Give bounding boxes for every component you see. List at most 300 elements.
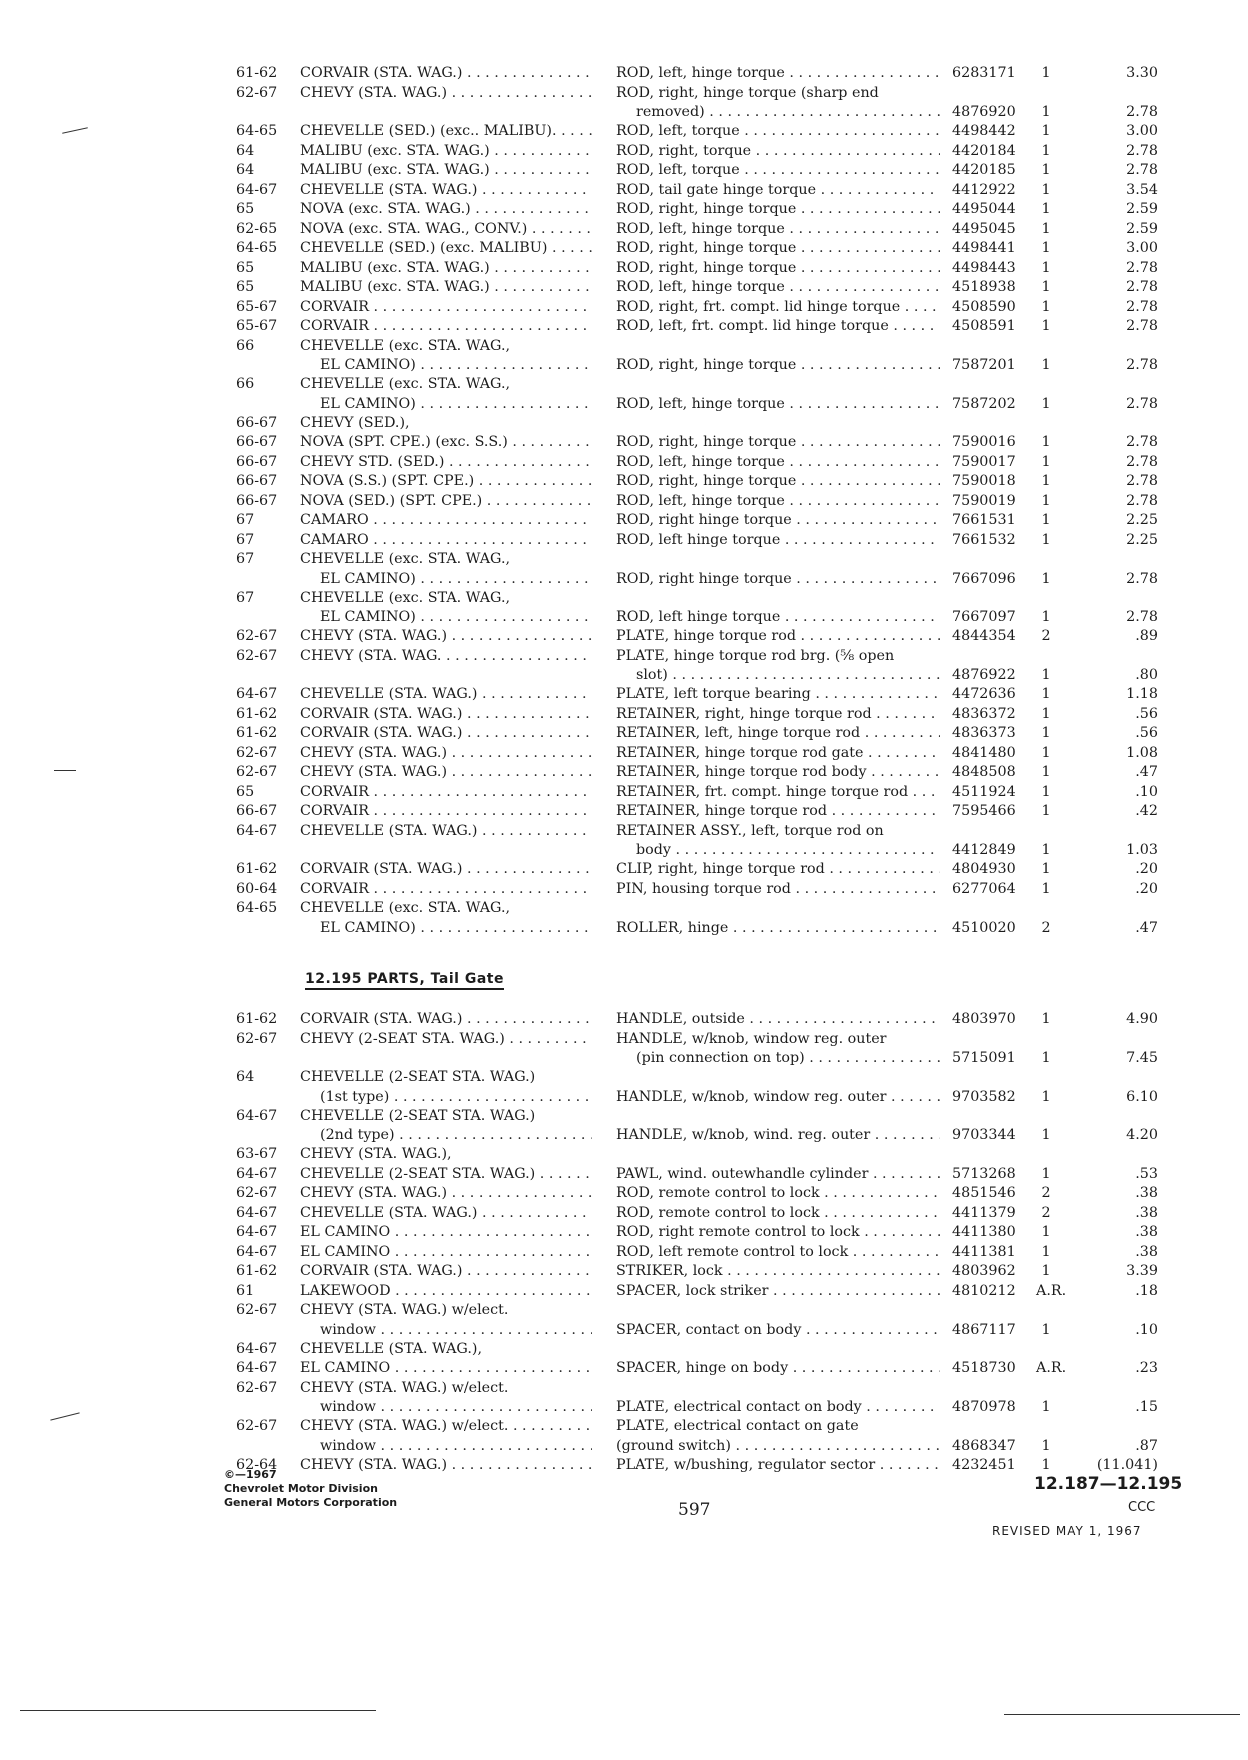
price: 1.18 bbox=[1126, 686, 1158, 702]
price: 2.78 bbox=[1126, 453, 1158, 470]
quantity: 1 bbox=[1041, 65, 1051, 81]
table-row bbox=[236, 64, 1166, 84]
price: .10 bbox=[1135, 1321, 1158, 1338]
part-number: 4412849 bbox=[952, 842, 1016, 858]
part-description: slot) . . . bbox=[636, 666, 940, 686]
model-name: CAMARO . . . bbox=[300, 531, 592, 551]
model-name: CHEVY (STA. WAG.) . . . bbox=[300, 84, 592, 104]
table-row bbox=[236, 744, 1166, 764]
part-number: 4851546 bbox=[952, 1185, 1016, 1201]
scan-mark bbox=[54, 770, 76, 771]
model-name: CHEVY (2-SEAT STA. WAG.) . . . bbox=[300, 1030, 592, 1050]
model-years: 62-67 bbox=[236, 628, 278, 644]
model-name: MALIBU (exc. STA. WAG.) . . . bbox=[300, 278, 592, 298]
table-row bbox=[236, 220, 1166, 240]
price: 6.10 bbox=[1126, 1088, 1158, 1105]
table-row bbox=[236, 1340, 1166, 1360]
page-number: 597 bbox=[678, 1500, 711, 1520]
part-number: 4495045 bbox=[952, 220, 1016, 237]
part-description: ROLLER, hinge . . . bbox=[616, 919, 940, 939]
model-name: CHEVELLE (STA. WAG.) . . . bbox=[300, 822, 592, 842]
table-row bbox=[236, 1398, 1166, 1417]
part-description: ROD, right, hinge torque . . . bbox=[616, 356, 940, 376]
model-name: (1st type) . . . bbox=[320, 1088, 592, 1108]
part-description: ROD, remote control to lock . . . bbox=[616, 1204, 940, 1224]
part-number: 4420185 bbox=[952, 162, 1016, 178]
model-years: 65-67 bbox=[236, 318, 278, 334]
price: 3.54 bbox=[1126, 181, 1158, 198]
part-number: 7590019 bbox=[952, 492, 1016, 509]
quantity: 1 bbox=[1041, 279, 1051, 295]
model-years: 66 bbox=[236, 337, 255, 354]
price: 2.59 bbox=[1126, 220, 1158, 237]
quantity: 1 bbox=[1041, 609, 1051, 625]
table-row bbox=[236, 841, 1166, 860]
model-years: 66-67 bbox=[236, 414, 278, 431]
division-line: Chevrolet Motor Division bbox=[224, 1482, 378, 1495]
model-years: 64-67 bbox=[236, 181, 278, 198]
model-name: CHEVELLE (exc. STA. WAG., bbox=[300, 900, 511, 916]
quantity: 1 bbox=[1041, 531, 1051, 548]
price: 2.78 bbox=[1126, 570, 1158, 587]
table-row bbox=[236, 1223, 1166, 1243]
price: .47 bbox=[1135, 919, 1158, 936]
table-row bbox=[236, 1321, 1166, 1340]
part-number: 7590017 bbox=[952, 453, 1016, 470]
table-row bbox=[236, 880, 1166, 900]
table-row bbox=[236, 103, 1166, 122]
quantity: 1 bbox=[1041, 512, 1051, 528]
table-row bbox=[236, 685, 1166, 705]
model-name: CORVAIR . . . bbox=[300, 317, 592, 337]
quantity: 1 bbox=[1041, 104, 1051, 120]
model-years: 62-67 bbox=[236, 1185, 278, 1201]
part-description: body . . . bbox=[636, 841, 940, 861]
part-description: ROD, right, frt. compt. lid hinge torque . . . bbox=[616, 298, 940, 318]
price: .38 bbox=[1135, 1204, 1158, 1221]
tail-gate-parts-section bbox=[236, 1010, 1166, 1475]
part-description: (ground switch) . . . bbox=[616, 1437, 940, 1457]
part-description: ROD, left, torque . . . bbox=[616, 161, 940, 181]
model-years: 67 bbox=[236, 551, 255, 567]
part-description: HANDLE, w/knob, window reg. outer . . . bbox=[616, 1088, 940, 1108]
quantity: 1 bbox=[1041, 764, 1051, 780]
price: .56 bbox=[1135, 705, 1158, 722]
price: .47 bbox=[1135, 764, 1158, 780]
part-description: removed) . . . bbox=[636, 103, 940, 123]
price: 2.78 bbox=[1126, 434, 1158, 450]
part-number: 4508590 bbox=[952, 298, 1016, 315]
model-years: 61-62 bbox=[236, 725, 278, 741]
quantity: 1 bbox=[1041, 220, 1051, 237]
model-name: CORVAIR . . . bbox=[300, 783, 592, 803]
model-name: EL CAMINO) . . . bbox=[320, 570, 592, 590]
model-years: 62-67 bbox=[236, 764, 278, 780]
price: 2.25 bbox=[1126, 531, 1158, 548]
part-description: PLATE, electrical contact on body . . . bbox=[616, 1398, 940, 1418]
table-row bbox=[236, 1379, 1166, 1399]
model-years: 64-67 bbox=[236, 1224, 278, 1240]
table-row bbox=[236, 1049, 1166, 1068]
price: .10 bbox=[1135, 783, 1158, 800]
part-description: PLATE, left torque bearing . . . bbox=[616, 685, 940, 705]
part-number: 7661531 bbox=[952, 512, 1016, 528]
quantity: 1 bbox=[1041, 240, 1051, 256]
part-number: 4836373 bbox=[952, 725, 1016, 741]
model-name: CHEVY (STA. WAG.) w/elect. bbox=[300, 1379, 509, 1396]
table-row bbox=[236, 1359, 1166, 1379]
part-number: 4804930 bbox=[952, 861, 1016, 877]
part-number: 4510020 bbox=[952, 919, 1016, 936]
quantity: 1 bbox=[1041, 298, 1051, 315]
part-description: ROD, right remote control to lock . . . bbox=[616, 1223, 940, 1243]
part-description: ROD, right, hinge torque (sharp end bbox=[616, 84, 879, 101]
quantity: 1 bbox=[1041, 705, 1051, 722]
part-number: 4411379 bbox=[952, 1204, 1016, 1221]
quantity: 1 bbox=[1041, 453, 1051, 470]
model-name: EL CAMINO) . . . bbox=[320, 919, 592, 939]
part-number: 6277064 bbox=[952, 880, 1016, 897]
part-description: PLATE, electrical contact on gate bbox=[616, 1418, 859, 1434]
model-years: 64-67 bbox=[236, 1340, 278, 1357]
table-row bbox=[236, 317, 1166, 337]
table-row bbox=[236, 1262, 1166, 1282]
table-row bbox=[236, 472, 1166, 492]
table-row bbox=[236, 337, 1166, 357]
model-years: 64-67 bbox=[236, 686, 278, 702]
model-years: 65 bbox=[236, 201, 255, 217]
part-number: 4844354 bbox=[952, 628, 1016, 644]
revision-date: REVISED MAY 1, 1967 bbox=[992, 1524, 1142, 1538]
price: 7.45 bbox=[1126, 1050, 1158, 1066]
model-name: CORVAIR (STA. WAG.) . . . bbox=[300, 1262, 592, 1282]
part-description: RETAINER, right, hinge torque rod . . . bbox=[616, 705, 940, 725]
part-number: 6283171 bbox=[952, 65, 1016, 81]
model-name: EL CAMINO) . . . bbox=[320, 395, 592, 415]
part-description: ROD, tail gate hinge torque . . . bbox=[616, 181, 940, 201]
price: 3.00 bbox=[1126, 123, 1158, 139]
quantity: 1 bbox=[1041, 259, 1051, 276]
quantity: 1 bbox=[1041, 1263, 1051, 1279]
part-number: 4420184 bbox=[952, 142, 1016, 159]
quantity: 1 bbox=[1041, 783, 1051, 800]
part-description: ROD, left, torque . . . bbox=[616, 122, 940, 142]
model-name: CHEVY (STA. WAG.), bbox=[300, 1146, 452, 1162]
quantity: 1 bbox=[1041, 473, 1051, 489]
model-name: MALIBU (exc. STA. WAG.) . . . bbox=[300, 259, 592, 279]
table-row bbox=[236, 375, 1166, 395]
model-name: EL CAMINO . . . bbox=[300, 1359, 592, 1379]
table-row bbox=[236, 1243, 1166, 1263]
model-name: CHEVELLE (STA. WAG.) . . . bbox=[300, 685, 592, 705]
part-number: 4841480 bbox=[952, 744, 1016, 761]
quantity: 1 bbox=[1041, 395, 1051, 412]
quantity: 1 bbox=[1041, 434, 1051, 450]
table-row bbox=[236, 1030, 1166, 1050]
part-description: STRIKER, lock . . . bbox=[616, 1262, 940, 1282]
price: 2.59 bbox=[1126, 201, 1158, 217]
part-description: ROD, left, hinge torque . . . bbox=[616, 278, 940, 298]
quantity: 2 bbox=[1041, 1204, 1051, 1221]
model-name: CHEVY (STA. WAG.) . . . bbox=[300, 1456, 592, 1476]
part-description: ROD, left hinge torque . . . bbox=[616, 531, 940, 551]
model-years: 66 bbox=[236, 376, 255, 392]
quantity: 1 bbox=[1041, 318, 1051, 334]
part-number: 4472636 bbox=[952, 686, 1016, 702]
table-row bbox=[236, 239, 1166, 259]
price: 2.78 bbox=[1126, 492, 1158, 509]
part-number: 4232451 bbox=[952, 1456, 1016, 1473]
model-years: 64 bbox=[236, 142, 255, 159]
table-row bbox=[236, 589, 1166, 609]
table-row bbox=[236, 356, 1166, 375]
catalog-code: CCC bbox=[1128, 1500, 1156, 1515]
part-description: ROD, right, torque . . . bbox=[616, 142, 940, 162]
part-number: 4518730 bbox=[952, 1360, 1016, 1376]
section-heading: 12.195 PARTS, Tail Gate bbox=[305, 971, 504, 990]
section-range: 12.187—12.195 bbox=[1034, 1474, 1183, 1494]
model-name: CHEVY (STA. WAG.) . . . bbox=[300, 627, 592, 647]
table-row bbox=[236, 1165, 1166, 1185]
table-row bbox=[236, 1107, 1166, 1127]
model-years: 60-64 bbox=[236, 880, 278, 897]
model-name: NOVA (SPT. CPE.) (exc. S.S.) . . . bbox=[300, 433, 592, 453]
quantity: 1 bbox=[1041, 803, 1051, 819]
model-name: CHEVY STD. (SED.) . . . bbox=[300, 453, 592, 473]
part-description: HANDLE, w/knob, wind. reg. outer . . . bbox=[616, 1126, 940, 1146]
model-years: 62-64 bbox=[236, 1456, 278, 1473]
part-description: PAWL, wind. outewhandle cylinder . . . bbox=[616, 1165, 940, 1185]
price: 2.78 bbox=[1126, 104, 1158, 120]
table-row bbox=[236, 822, 1166, 842]
table-row bbox=[236, 919, 1166, 938]
quantity: 2 bbox=[1041, 1185, 1051, 1201]
scan-mark bbox=[62, 127, 88, 133]
part-description: RETAINER, hinge torque rod . . . bbox=[616, 802, 940, 822]
table-row bbox=[236, 1126, 1166, 1145]
quantity: 1 bbox=[1041, 492, 1051, 509]
model-name: CHEVELLE (2-SEAT STA. WAG.) . . . bbox=[300, 1165, 592, 1185]
part-number: 4848508 bbox=[952, 764, 1016, 780]
model-years: 62-67 bbox=[236, 1030, 278, 1047]
model-name: EL CAMINO . . . bbox=[300, 1223, 592, 1243]
part-description: ROD, left hinge torque . . . bbox=[616, 608, 940, 628]
price: .18 bbox=[1135, 1282, 1158, 1299]
quantity: 1 bbox=[1041, 1243, 1051, 1260]
part-description: ROD, right, hinge torque . . . bbox=[616, 472, 940, 492]
model-years: 62-65 bbox=[236, 220, 278, 237]
table-row bbox=[236, 1417, 1166, 1437]
table-row bbox=[236, 802, 1166, 822]
table-row bbox=[236, 453, 1166, 473]
model-years: 64 bbox=[236, 162, 255, 178]
model-name: NOVA (S.S.) (SPT. CPE.) . . . bbox=[300, 472, 592, 492]
price: 2.78 bbox=[1126, 142, 1158, 159]
quantity: 1 bbox=[1041, 686, 1051, 702]
model-years: 62-67 bbox=[236, 1302, 278, 1318]
table-row bbox=[236, 298, 1166, 318]
table-row bbox=[236, 1184, 1166, 1204]
price: 2.78 bbox=[1126, 162, 1158, 178]
part-number: 4498443 bbox=[952, 259, 1016, 276]
torque-rod-parts-section bbox=[236, 64, 1166, 938]
part-number: 4876922 bbox=[952, 667, 1016, 683]
part-description: ROD, right hinge torque . . . bbox=[616, 570, 940, 590]
table-row bbox=[236, 414, 1166, 434]
price: .38 bbox=[1135, 1224, 1158, 1240]
model-name: CORVAIR (STA. WAG.) . . . bbox=[300, 64, 592, 84]
table-row bbox=[236, 433, 1166, 453]
copyright-line: ©—1967 bbox=[224, 1468, 277, 1481]
model-years: 64-67 bbox=[236, 1243, 278, 1260]
table-row bbox=[236, 1010, 1166, 1030]
table-row bbox=[236, 492, 1166, 512]
table-row bbox=[236, 142, 1166, 162]
price: .42 bbox=[1135, 803, 1158, 819]
price: .89 bbox=[1135, 628, 1158, 644]
quantity: 1 bbox=[1041, 1165, 1051, 1182]
model-years: 66-67 bbox=[236, 473, 278, 489]
model-name: CHEVELLE (SED.) (exc. MALIBU) . . . bbox=[300, 239, 592, 259]
quantity: 1 bbox=[1041, 1088, 1051, 1105]
model-name: MALIBU (exc. STA. WAG.) . . . bbox=[300, 161, 592, 181]
model-name: CORVAIR . . . bbox=[300, 298, 592, 318]
part-description: RETAINER ASSY., left, torque rod on bbox=[616, 822, 884, 839]
model-name: CHEVELLE (STA. WAG.) . . . bbox=[300, 1204, 592, 1224]
model-name: CHEVELLE (exc. STA. WAG., bbox=[300, 376, 511, 392]
part-description: HANDLE, outside . . . bbox=[616, 1010, 940, 1030]
model-name: CHEVY (STA. WAG.) . . . bbox=[300, 744, 592, 764]
price: 2.78 bbox=[1126, 318, 1158, 334]
model-years: 64-65 bbox=[236, 900, 278, 916]
model-name: CAMARO . . . bbox=[300, 511, 592, 531]
part-description: ROD, left remote control to lock . . . bbox=[616, 1243, 940, 1263]
part-number: 4803970 bbox=[952, 1011, 1016, 1027]
price: 3.30 bbox=[1126, 65, 1158, 81]
model-years: 64-67 bbox=[236, 1360, 278, 1376]
quantity: 1 bbox=[1041, 1437, 1051, 1454]
quantity: 1 bbox=[1041, 1321, 1051, 1338]
part-number: 5713268 bbox=[952, 1165, 1016, 1182]
model-name: CHEVY (STA. WAG.) w/elect. . . . bbox=[300, 1417, 592, 1437]
part-number: 4867117 bbox=[952, 1321, 1016, 1338]
price: 2.78 bbox=[1126, 357, 1158, 373]
part-number: 7667096 bbox=[952, 570, 1016, 587]
part-number: 7661532 bbox=[952, 531, 1016, 548]
quantity: 1 bbox=[1041, 1127, 1051, 1143]
model-years: 64-65 bbox=[236, 240, 278, 256]
model-years: 65-67 bbox=[236, 298, 278, 315]
model-years: 64-65 bbox=[236, 123, 278, 139]
table-row bbox=[236, 608, 1166, 627]
part-number: 4498441 bbox=[952, 240, 1016, 256]
part-description: RETAINER, frt. compt. hinge torque rod . . . bbox=[616, 783, 940, 803]
price: .53 bbox=[1135, 1165, 1158, 1182]
model-years: 65 bbox=[236, 259, 255, 276]
model-years: 64-67 bbox=[236, 1204, 278, 1221]
part-number: 4495044 bbox=[952, 201, 1016, 217]
table-row bbox=[236, 783, 1166, 803]
table-row bbox=[236, 181, 1166, 201]
model-years: 62-67 bbox=[236, 1379, 278, 1396]
table-row bbox=[236, 705, 1166, 725]
table-row bbox=[236, 84, 1166, 104]
scan-mark bbox=[50, 1412, 79, 1420]
quantity: 2 bbox=[1041, 628, 1051, 644]
part-number: 7587202 bbox=[952, 395, 1016, 412]
model-name: CHEVY (STA. WAG. . . . bbox=[300, 647, 592, 667]
scan-line bbox=[20, 1710, 376, 1711]
part-description: ROD, right, hinge torque . . . bbox=[616, 433, 940, 453]
price: 1.08 bbox=[1126, 744, 1158, 761]
model-name: CHEVY (SED.), bbox=[300, 414, 410, 431]
part-description: ROD, left, frt. compt. lid hinge torque . . . bbox=[616, 317, 940, 337]
table-row bbox=[236, 1088, 1166, 1107]
quantity: A.R. bbox=[1036, 1360, 1067, 1376]
table-row bbox=[236, 666, 1166, 685]
part-number: 5715091 bbox=[952, 1050, 1016, 1066]
table-row bbox=[236, 1204, 1166, 1224]
model-name: window . . . bbox=[320, 1321, 592, 1341]
model-years: 67 bbox=[236, 512, 255, 528]
quantity: 1 bbox=[1041, 861, 1051, 877]
part-number: 7590018 bbox=[952, 473, 1016, 489]
model-years: 61-62 bbox=[236, 1011, 278, 1027]
part-description: ROD, left, hinge torque . . . bbox=[616, 64, 940, 84]
model-name: CORVAIR . . . bbox=[300, 880, 592, 900]
table-row bbox=[236, 1145, 1166, 1165]
price: 2.25 bbox=[1126, 512, 1158, 528]
part-number: 4411381 bbox=[952, 1243, 1016, 1260]
price: .56 bbox=[1135, 725, 1158, 741]
price: .20 bbox=[1135, 880, 1158, 897]
model-name: CORVAIR (STA. WAG.) . . . bbox=[300, 705, 592, 725]
table-row bbox=[236, 122, 1166, 142]
part-number: 4411380 bbox=[952, 1224, 1016, 1240]
part-number: 9703344 bbox=[952, 1127, 1016, 1143]
quantity: 1 bbox=[1041, 162, 1051, 178]
model-years: 66-67 bbox=[236, 803, 278, 819]
table-row bbox=[236, 161, 1166, 181]
quantity: 1 bbox=[1041, 880, 1051, 897]
quantity: 1 bbox=[1041, 1456, 1051, 1473]
part-number: 7587201 bbox=[952, 357, 1016, 373]
part-description: RETAINER, hinge torque rod gate . . . bbox=[616, 744, 940, 764]
price: 1.03 bbox=[1126, 842, 1158, 858]
quantity: 1 bbox=[1041, 667, 1051, 683]
table-row bbox=[236, 259, 1166, 279]
price: 2.78 bbox=[1126, 259, 1158, 276]
model-name: NOVA (SED.) (SPT. CPE.) . . . bbox=[300, 492, 592, 512]
model-years: 63-67 bbox=[236, 1146, 278, 1162]
quantity: 1 bbox=[1041, 357, 1051, 373]
model-name: MALIBU (exc. STA. WAG.) . . . bbox=[300, 142, 592, 162]
part-number: 7590016 bbox=[952, 434, 1016, 450]
part-number: 4836372 bbox=[952, 705, 1016, 722]
part-number: 4412922 bbox=[952, 181, 1016, 198]
quantity: 1 bbox=[1041, 1224, 1051, 1240]
model-name: CORVAIR (STA. WAG.) . . . bbox=[300, 1010, 592, 1030]
table-row bbox=[236, 1301, 1166, 1321]
part-description: SPACER, lock striker . . . bbox=[616, 1282, 940, 1302]
price: 2.78 bbox=[1126, 279, 1158, 295]
model-years: 61-62 bbox=[236, 1263, 278, 1279]
part-description: ROD, right, hinge torque . . . bbox=[616, 239, 940, 259]
price: 2.78 bbox=[1126, 298, 1158, 315]
model-name: (2nd type) . . . bbox=[320, 1126, 592, 1146]
price: .80 bbox=[1135, 667, 1158, 683]
model-name: CORVAIR . . . bbox=[300, 802, 592, 822]
